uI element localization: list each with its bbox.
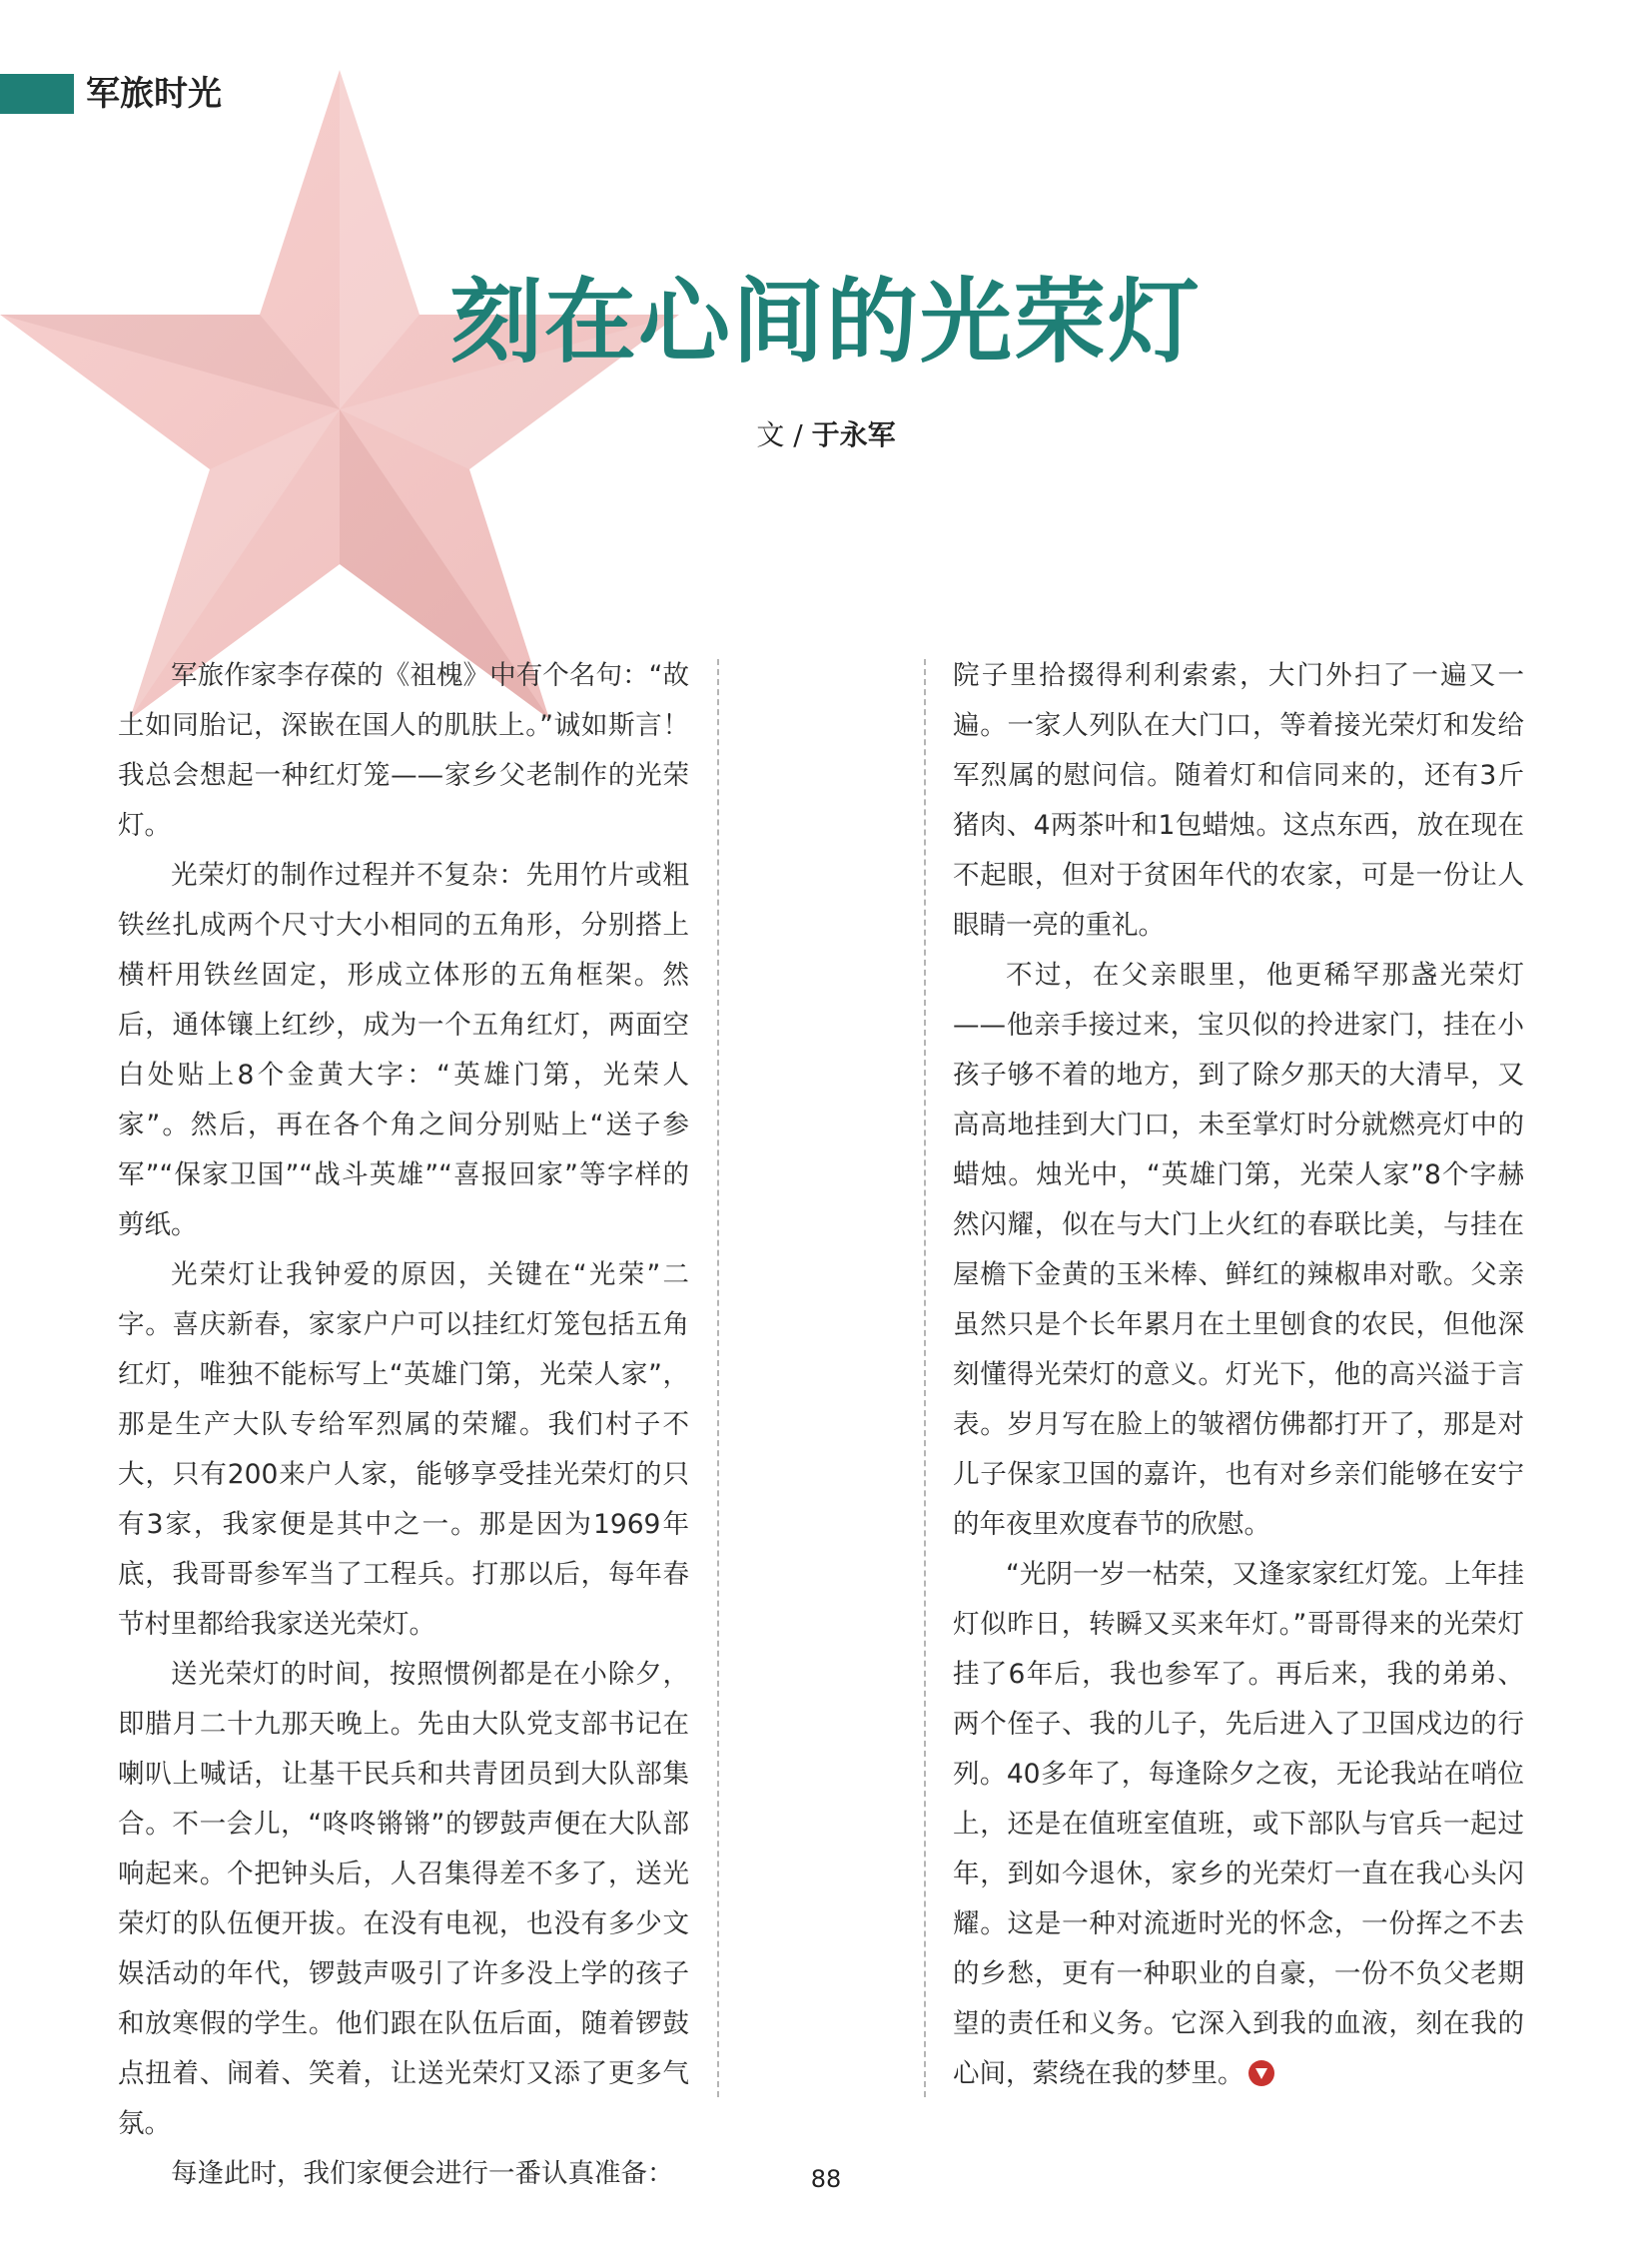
paragraph: 军旅作家李存葆的《祖槐》中有个名句：“故土如同胎记，深嵌在国人的肌肤上。”诚如斯言！我总会想起一种红灯笼——家乡父老制作的光荣灯。 (118, 660, 689, 841)
right-column (953, 651, 1524, 2099)
paragraph-continuation: 院子里拾掇得利利索索，大门外扫了一遍又一遍。一家人列队在大门口，等着接光荣灯和发给军烈属的慰问信。随着灯和信同来的，还有3斤猪肉、4两茶叶和1包蜡烛。这点东西，放在现在不起眼，但对于贫困年代的农家，可是一份让人眼睛一亮的重礼。 (953, 660, 1524, 941)
author-line (0, 413, 1652, 453)
paragraph-final (953, 1550, 1524, 2099)
paragraph: 光荣灯的制作过程并不复杂：先用竹片或粗铁丝扎成两个尺寸大小相同的五角形，分别搭上横杆用铁丝固定，形成立体形的五角框架。然后，通体镶上红纱，成为一个五角红灯，两面空白处贴上8个金黄大字：“英雄门第，光荣人家”。然后，再在各个角之间分别贴上“送子参军”“保家卫国”“战斗英雄”“喜报回家”等字样的剪纸。 (118, 860, 689, 1240)
author-name: 于永军 (811, 418, 896, 451)
article-title: 刻在心间的光荣灯 (449, 269, 1202, 375)
section-label: 军旅时光 (86, 74, 222, 114)
paragraph: 送光荣灯的时间，按照惯例都是在小除夕，即腊月二十九那天晚上。先由大队党支部书记在喇叭上喊话，让基干民兵和共青团员到大队部集合。不一会儿，“咚咚锵锵”的锣鼓声便在大队部响起来。个把钟头后，人召集得差不多了，送光荣灯的队伍便开拔。在没有电视，也没有多少文娱活动的年代，锣鼓声吸引了许多没上学的孩子和放寒假的学生。他们跟在队伍后面，随着锣鼓点扭着、闹着、笑着，让送光荣灯又添了更多气氛。 (118, 1659, 689, 2139)
column-divider-left (717, 659, 719, 2097)
end-mark-icon (1248, 2060, 1274, 2086)
left-column (118, 651, 689, 2199)
paragraph: 每逢此时，我们家便会进行一番认真准备： (171, 2158, 674, 2189)
paragraph: 不过，在父亲眼里，他更稀罕那盏光荣灯——他亲手接过来，宝贝似的拎进家门，挂在小孩子够不着的地方，到了除夕那天的大清早，又高高地挂到大门口，未至掌灯时分就燃亮灯中的蜡烛。烛光中，“英雄门第，光荣人家”8个字赫然闪耀，似在与大门上火红的春联比美，与挂在屋檐下金黄的玉米棒、鲜红的辣椒串对歌。父亲虽然只是个长年累月在土里刨食的农民，但他深刻懂得光荣灯的意义。灯光下，他的高兴溢于言表。岁月写在脸上的皱褶仿佛都打开了，那是对儿子保家卫国的嘉许，也有对乡亲们能够在安宁的年夜里欢度春节的欣慰。 (953, 960, 1524, 1540)
paragraph: 光荣灯让我钟爱的原因，关键在“光荣”二字。喜庆新春，家家户户可以挂红灯笼包括五角红灯，唯独不能标写上“英雄门第，光荣人家”，那是生产大队专给军烈属的荣耀。我们村子不大，只有200来户人家，能够享受挂光荣灯的只有3家，我家便是其中之一。那是因为1969年底，我哥哥参军当了工程兵。打那以后，每年春节村里都给我家送光荣灯。 (118, 1259, 689, 1640)
column-divider-right (924, 659, 926, 2097)
author-prefix: 文 / (756, 418, 812, 451)
paragraph-final-text: “光阴一岁一枯荣，又逢家家红灯笼。上年挂灯似昨日，转瞬又买来年灯。”哥哥得来的光荣灯挂了6年后，我也参军了。再后来，我的弟弟、两个侄子、我的儿子，先后进入了卫国戍边的行列。40多年了，每逢除夕之夜，无论我站在哨位上，还是在值班室值班，或下部队与官兵一起过年，到如今退休，家乡的光荣灯一直在我心头闪耀。这是一种对流逝时光的怀念，一份挥之不去的乡愁，更有一种职业的自豪，一份不负父老期望的责任和义务。它深入到我的血液，刻在我的心间，萦绕在我的梦里。 (953, 1559, 1524, 2089)
page-number: 88 (810, 2165, 842, 2193)
section-color-bar (0, 74, 74, 114)
